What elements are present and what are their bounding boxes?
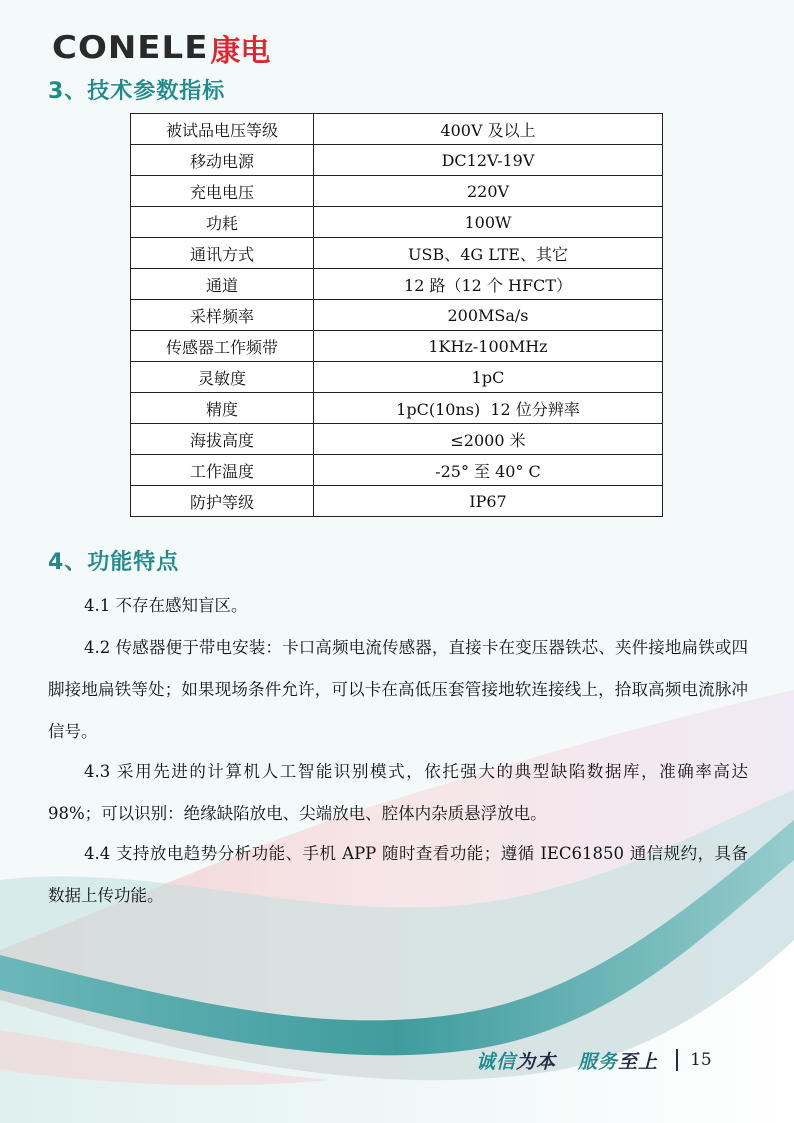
feature-paragraph xyxy=(48,627,748,753)
feature-paragraph xyxy=(48,585,748,627)
spec-key: 充电电压 xyxy=(131,176,314,207)
table-row xyxy=(131,424,663,455)
spec-value: DC12V-19V xyxy=(314,145,663,176)
logo-chinese: 康电 xyxy=(210,34,271,69)
table-row xyxy=(131,207,663,238)
spec-value: 12 路（12 个 HFCT） xyxy=(314,269,663,300)
spec-value: ≤2000 米 xyxy=(314,424,663,455)
spec-key: 采样频率 xyxy=(131,300,314,331)
table-row xyxy=(131,393,663,424)
spec-value: 1KHz-100MHz xyxy=(314,331,663,362)
slogan-word: 服务 xyxy=(578,1050,619,1073)
spec-table xyxy=(130,113,663,517)
spec-value: USB、4G LTE、其它 xyxy=(314,238,663,269)
spec-key: 被试品电压等级 xyxy=(131,114,314,145)
section-heading-features: 4、功能特点 xyxy=(48,550,180,575)
table-row xyxy=(131,269,663,300)
feature-paragraph xyxy=(48,833,748,917)
slogan-word: 诚信 xyxy=(476,1050,517,1073)
spec-key: 传感器工作频带 xyxy=(131,331,314,362)
table-row xyxy=(131,238,663,269)
spec-value: 200MSa/s xyxy=(314,300,663,331)
spec-key: 工作温度 xyxy=(131,455,314,486)
feature-text: 4.1 不存在感知盲区。 xyxy=(84,596,248,615)
spec-key: 防护等级 xyxy=(131,486,314,517)
spec-value: 100W xyxy=(314,207,663,238)
table-row xyxy=(131,362,663,393)
feature-text: 4.4 支持放电趋势分析功能、手机 APP 随时查看功能；遵循 IEC61850 通信规约，具备数据上传功能。 xyxy=(48,844,748,905)
spec-key: 海拔高度 xyxy=(131,424,314,455)
feature-paragraph xyxy=(48,751,748,835)
logo-text: CONELE xyxy=(52,29,209,67)
table-row xyxy=(131,114,663,145)
slogan-word: 至上 xyxy=(618,1050,659,1073)
table-row xyxy=(131,176,663,207)
spec-key: 功耗 xyxy=(131,207,314,238)
spec-value: -25° 至 40° C xyxy=(314,455,663,486)
spec-value: IP67 xyxy=(314,486,663,517)
spec-key: 通道 xyxy=(131,269,314,300)
slogan-service xyxy=(578,1047,658,1074)
section-heading-specs: 3、技术参数指标 xyxy=(48,79,226,104)
page-number: 15 xyxy=(690,1050,712,1070)
spec-value: 1pC xyxy=(314,362,663,393)
feature-text: 4.3 采用先进的计算机人工智能识别模式，依托强大的典型缺陷数据库，准确率高达 98%；可以识别：绝缘缺陷放电、尖端放电、腔体内杂质悬浮放电。 xyxy=(48,762,748,823)
slogan-integrity xyxy=(476,1047,556,1074)
page-footer xyxy=(476,1046,712,1074)
spec-value: 1pC(10ns) 12 位分辨率 xyxy=(314,393,663,424)
spec-value: 400V 及以上 xyxy=(314,114,663,145)
table-row xyxy=(131,455,663,486)
table-row xyxy=(131,145,663,176)
spec-key: 灵敏度 xyxy=(131,362,314,393)
spec-key: 精度 xyxy=(131,393,314,424)
spec-key: 移动电源 xyxy=(131,145,314,176)
spec-value: 220V xyxy=(314,176,663,207)
table-row xyxy=(131,300,663,331)
slogan-word: 为本 xyxy=(516,1050,557,1073)
spec-key: 通讯方式 xyxy=(131,238,314,269)
table-row xyxy=(131,331,663,362)
feature-text: 4.2 传感器便于带电安装：卡口高频电流传感器，直接卡在变压器铁芯、夹件接地扁铁或四脚接地扁铁等处；如果现场条件允许，可以卡在高低压套管接地软连接线上，拾取高频电流脉冲信号。 xyxy=(48,638,748,741)
footer-divider xyxy=(676,1049,678,1071)
table-row xyxy=(131,486,663,517)
company-logo xyxy=(52,29,271,69)
